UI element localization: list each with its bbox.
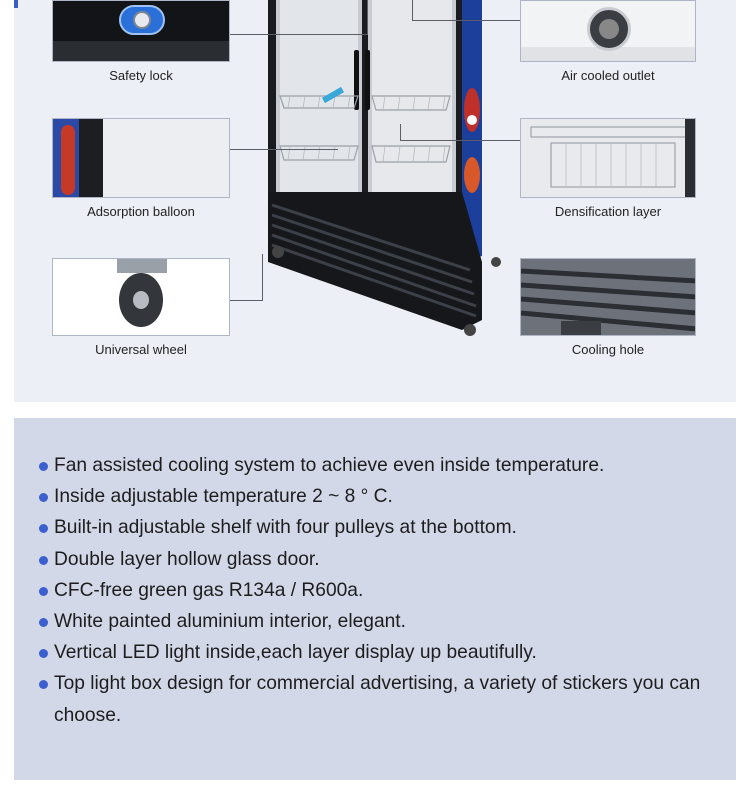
feature-item [38, 481, 728, 512]
leader-adsorption [230, 149, 338, 150]
cooling-hole-photo [520, 258, 696, 336]
product-diagram-panel [14, 0, 736, 402]
leader-air-outlet-v [412, 0, 413, 21]
features-panel [14, 418, 736, 780]
feature-text: White painted aluminium interior, elegant. [54, 611, 406, 633]
feature-item [38, 544, 728, 575]
densification-layer-photo [520, 118, 696, 198]
bullet-icon [39, 680, 48, 689]
leader-safety-lock [230, 34, 368, 35]
adsorption-balloon-photo [52, 118, 230, 198]
adsorption-balloon-caption: Adsorption balloon [87, 204, 195, 219]
fridge-illustration [250, 0, 510, 340]
shelf-wire-icon [521, 119, 696, 198]
leader-air-outlet [412, 20, 520, 21]
leader-safety-lock-v [367, 0, 368, 35]
feature-text: Double layer hollow glass door. [54, 548, 320, 570]
densification-layer-caption: Densification layer [554, 204, 662, 219]
bullet-icon [39, 649, 48, 658]
feature-item [38, 575, 728, 606]
bullet-icon [39, 587, 48, 596]
feature-text: Vertical LED light inside,each layer display up beautifully. [54, 642, 537, 664]
safety-lock-caption: Safety lock [109, 68, 173, 83]
bullet-icon [39, 462, 48, 471]
bullet-icon [39, 618, 48, 627]
universal-wheel-photo [52, 258, 230, 336]
leader-densification-v [400, 124, 401, 141]
safety-lock-photo [52, 0, 230, 62]
air-outlet-caption: Air cooled outlet [561, 68, 655, 83]
feature-item [38, 512, 728, 543]
feature-item [38, 668, 728, 730]
cooling-hole-caption: Cooling hole [571, 342, 645, 357]
feature-text: CFC-free green gas R134a / R600a. [54, 579, 364, 601]
accent-bar [14, 0, 18, 8]
air-outlet-photo [520, 0, 696, 62]
leader-densification [400, 140, 520, 141]
bullet-icon [39, 556, 48, 565]
bullet-icon [39, 524, 48, 533]
feature-item [38, 450, 728, 481]
leader-wheel [230, 300, 262, 301]
universal-wheel-caption: Universal wheel [95, 342, 187, 357]
feature-text: Built-in adjustable shelf with four pulleys at the bottom. [54, 517, 517, 539]
feature-list [38, 450, 728, 731]
feature-text: Fan assisted cooling system to achieve even inside temperature. [54, 455, 605, 476]
feature-text: Inside adjustable temperature 2 ~ 8 ° C. [54, 486, 393, 508]
bullet-icon [39, 493, 48, 502]
feature-item [38, 606, 728, 637]
grill-icon [521, 259, 696, 336]
feature-item [38, 637, 728, 668]
feature-text: Top light box design for commercial advertising, a variety of stickers you can choose. [54, 673, 701, 726]
leader-wheel-v [262, 254, 263, 301]
